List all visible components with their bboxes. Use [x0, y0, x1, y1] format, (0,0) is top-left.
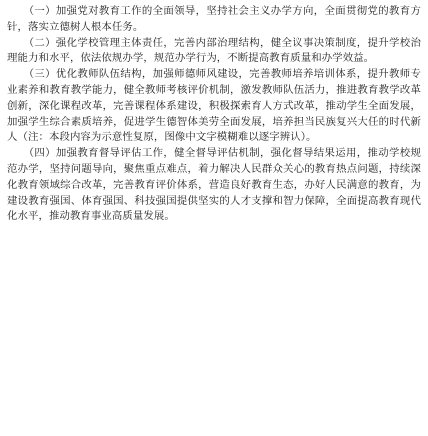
- document-paragraph-2: （二）强化学校管理主体责任，完善内部治理结构，健全议事决策制度，提升学校治理能力和水平，依法依规办学，规范办学行为，不断提高教育质量和办学效益。: [7, 36, 421, 65]
- document-paragraph-3: （三）优化教师队伍结构，加强师德师风建设，完善教师培养培训体系，提升教师专业素养和教育教学能力，健全教师考核评价机制，激发教师队伍活力，推进教育教学改革创新，深化课程改革，完善课程体系建设，积极探索育人方式改革，推动学生全面发展，加强学生综合素质培养，促进学生德智体美劳全面发展，培养担当民族复兴大任的时代新人（注：本段内容为示意性复原，图像中文字模糊难以逐字辨认）。: [7, 68, 421, 144]
- document-paragraph-4: （四）加强教育督导评估工作，健全督导评估机制，强化督导结果运用，推动学校规范办学，坚持问题导向，聚焦重点难点，着力解决人民群众关心的教育热点问题，持续深化教育领域综合改革，完善教育评价体系，营造良好教育生态，办好人民满意的教育，为建设教育强国、体育强国、科技强国提供坚实的人才支撑和智力保障，全面提高教育现代化水平，推动教育事业高质量发展。: [7, 147, 421, 223]
- document-paragraph-1: （一）加强党对教育工作的全面领导，坚持社会主义办学方向，全面贯彻党的教育方针，落实立德树人根本任务。: [7, 5, 421, 33]
